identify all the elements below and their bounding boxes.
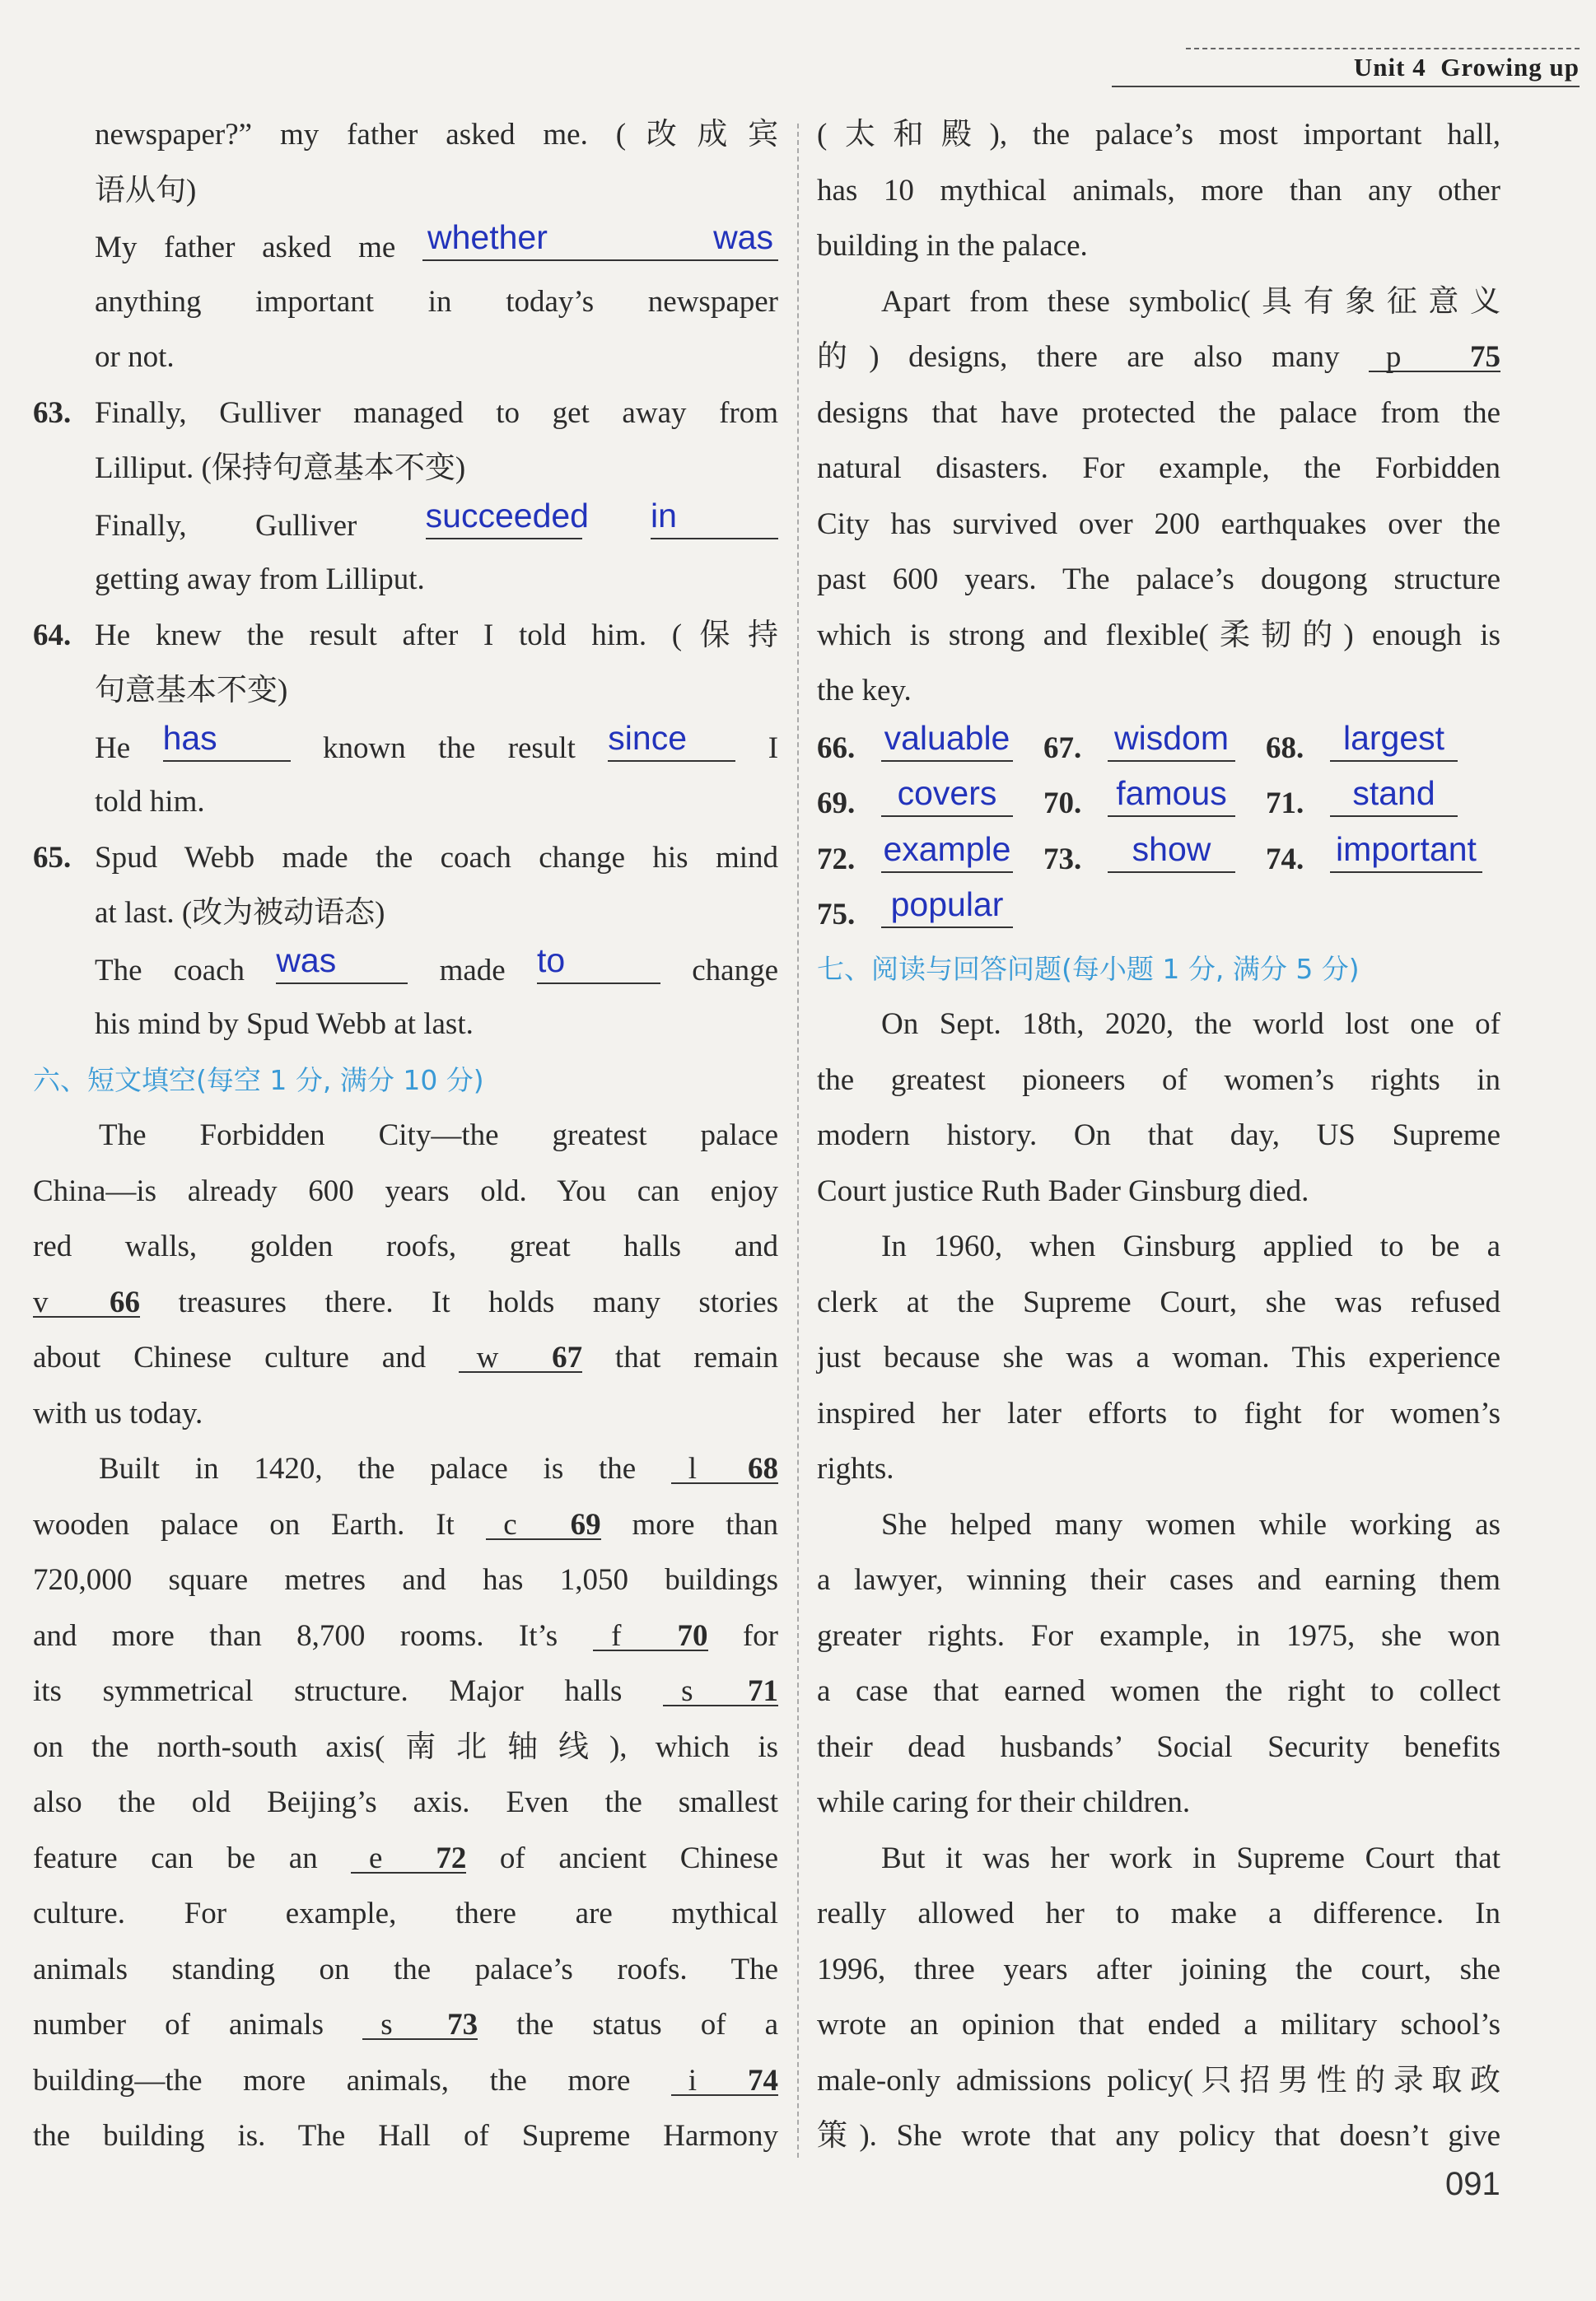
passage-line: the greatest pioneers of women’s rights in	[817, 1062, 1500, 1097]
q64-line4: told him.	[95, 785, 205, 819]
unit-title: Growing up	[1440, 53, 1580, 82]
blank-71-number: 71	[748, 1674, 779, 1708]
passage-line: also the old Beijing’s axis. Even the smallest	[33, 1785, 778, 1819]
passage-line: 1996, three years after joining the court, she	[817, 1952, 1500, 1986]
passage-line: City has survived over 200 earthquakes over the	[817, 506, 1500, 541]
passage-line: rights.	[817, 1452, 894, 1486]
blank-70-number: 70	[677, 1618, 708, 1653]
passage-line: 策). She wrote that any policy that doesn’t give	[817, 2119, 1500, 2153]
q63-line4: getting away from Lilliput.	[95, 562, 425, 596]
q64-line1	[33, 608, 778, 664]
running-header	[1113, 53, 1580, 87]
blank-67-number: 67	[552, 1341, 583, 1375]
blank-72	[351, 1831, 466, 1874]
header-dashed-line	[1186, 48, 1580, 49]
q64-number: 64.	[33, 618, 72, 652]
passage-text: the status of a	[516, 2008, 778, 2042]
passage-line: a lawyer, winning their cases and earning them	[817, 1563, 1500, 1597]
passage-line	[33, 1831, 778, 1887]
q62-prompt: My father asked me	[95, 231, 396, 264]
passage-line	[33, 1997, 778, 2053]
blank-75	[1369, 329, 1500, 372]
blank-71-letter: s	[681, 1674, 693, 1708]
answer-number: 72.	[817, 842, 856, 876]
answer-69: covers	[897, 774, 997, 812]
answer-number: 73.	[1043, 842, 1082, 876]
passage-text: feature can be an	[33, 1841, 318, 1875]
passage-line: on the north-south axis(南北轴线), which is	[33, 1729, 778, 1764]
blank-69-number: 69	[570, 1507, 601, 1542]
blank-72-number: 72	[436, 1841, 467, 1875]
q62-line5: or not.	[95, 340, 175, 374]
q64-answer-1: has	[162, 718, 217, 757]
q63-prompt: Finally, Gulliver	[95, 508, 357, 543]
q62-line1: newspaper?” my father asked me. (改成宾	[95, 118, 778, 152]
passage-line: She helped many women while working as	[881, 1507, 1500, 1542]
passage-line	[33, 1275, 778, 1331]
q63-number: 63.	[33, 395, 72, 430]
answer-row-1	[817, 719, 1500, 775]
passage-line: just because she was a woman. This experience	[817, 1341, 1500, 1375]
answer-66: valuable	[884, 718, 1010, 757]
q64-blank-2	[608, 719, 735, 762]
passage-text: for	[742, 1618, 778, 1653]
blank-75-letter: p	[1385, 340, 1402, 374]
passage-line: greater rights. For example, in 1975, she won	[817, 1618, 1500, 1653]
q63-blank-2	[651, 497, 778, 539]
unit-label: Unit 4	[1353, 53, 1426, 82]
passage-line	[817, 329, 1500, 385]
blank-68	[671, 1441, 778, 1484]
blank-74-number: 74	[748, 2063, 779, 2098]
answer-number: 75.	[817, 898, 856, 931]
q64-prompt: He	[95, 730, 131, 765]
answer-row-3	[817, 830, 1500, 886]
answer-number: 67.	[1043, 730, 1082, 765]
passage-text: 的) designs, there are also many	[817, 340, 1340, 374]
section6-title: 六、短文填空(每空 1 分, 满分 10 分)	[33, 1063, 484, 1096]
passage-text: of ancient Chinese	[499, 1841, 778, 1875]
answer-75: popular	[890, 885, 1004, 923]
blank-73	[362, 1997, 478, 2040]
q65-prompt: The coach	[95, 953, 245, 987]
q65-answer-1: was	[276, 940, 337, 979]
page-number: 091	[1445, 2166, 1500, 2202]
passage-line	[33, 1664, 778, 1720]
blank-74	[671, 2053, 778, 2096]
passage-line: with us today.	[33, 1396, 203, 1431]
passage-line: male-only admissions policy(只招男性的录取政	[817, 2063, 1500, 2098]
passage-line: The Forbidden City—the greatest palace	[99, 1118, 778, 1152]
passage-line: red walls, golden roofs, great halls and	[33, 1230, 778, 1263]
column-divider	[797, 124, 799, 2158]
q63-line1	[33, 385, 778, 441]
q65-answer-2: to	[536, 940, 566, 979]
answer-number: 66.	[817, 730, 856, 765]
blank-71	[663, 1664, 778, 1706]
passage-line: inspired her later efforts to fight for women’s	[817, 1396, 1500, 1431]
passage-text: more than	[632, 1507, 779, 1542]
passage-line	[33, 1441, 778, 1497]
answer-68: largest	[1342, 718, 1445, 757]
blank-68-number: 68	[748, 1452, 779, 1486]
q65-line4: his mind by Spud Webb at last.	[95, 1007, 474, 1041]
passage-text: that remain	[614, 1341, 778, 1375]
blank-73-number: 73	[447, 2008, 478, 2042]
q65-post: change	[692, 953, 779, 987]
passage-line: really allowed her to make a difference. In	[817, 1897, 1500, 1930]
blank-70	[593, 1608, 708, 1651]
q64-line3	[95, 719, 778, 775]
answer-67: wisdom	[1114, 718, 1229, 757]
passage-line: modern history. On that day, US Supreme	[817, 1118, 1500, 1152]
q63-line2: Lilliput. (保持句意基本不变)	[95, 451, 466, 485]
passage-line	[33, 2053, 778, 2109]
answer-73: show	[1132, 829, 1211, 868]
answer-number: 74.	[1266, 842, 1304, 876]
q64-answer-2: since	[608, 718, 688, 757]
answer-74: important	[1336, 829, 1477, 868]
answer-71: stand	[1352, 774, 1435, 812]
q65-blank-1	[276, 941, 408, 984]
passage-line: wrote an opinion that ended a military school’s	[817, 2008, 1500, 2042]
passage-line: the key.	[817, 674, 912, 707]
blank-70-letter: f	[611, 1618, 622, 1653]
passage-text: about Chinese culture and	[33, 1341, 427, 1375]
header-rule	[1112, 86, 1580, 87]
blank-69-letter: c	[503, 1507, 517, 1542]
blank-66-number: 66	[110, 1285, 140, 1319]
left-column	[33, 107, 779, 2164]
q64-line2: 句意基本不变)	[95, 674, 288, 707]
passage-text: its symmetrical structure. Major halls	[33, 1674, 623, 1708]
q62-line3	[95, 218, 778, 274]
q65-mid: made	[439, 953, 506, 987]
passage-line: animals standing on the palace’s roofs. The	[33, 1952, 778, 1986]
passage-line: clerk at the Supreme Court, she was refused	[817, 1285, 1500, 1319]
passage-text: number of animals	[33, 2008, 324, 2042]
answer-number: 70.	[1043, 786, 1082, 820]
passage-line: Court justice Ruth Bader Ginsburg died.	[817, 1174, 1309, 1208]
passage-line: past 600 years. The palace’s dougong structure	[817, 562, 1500, 596]
passage-line: In 1960, when Ginsburg applied to be a	[881, 1230, 1500, 1263]
answer-number: 69.	[817, 786, 856, 820]
q62-answer-blank	[422, 218, 778, 261]
passage-line: natural disasters. For example, the Forbidden	[817, 451, 1500, 485]
q63-line3	[95, 497, 778, 553]
answer-number: 71.	[1266, 786, 1304, 820]
blank-67	[459, 1330, 582, 1373]
q65-line3	[95, 941, 778, 997]
passage-text: treasures there. It holds many stories	[178, 1285, 778, 1319]
passage-text: building—the more animals, the more	[33, 2063, 631, 2098]
cloze-passage	[33, 1108, 778, 2164]
q65-line2: at last. (改为被动语态)	[95, 896, 385, 930]
passage-line: building in the palace.	[817, 229, 1088, 263]
passage-text: Built in 1420, the palace is the	[99, 1452, 637, 1486]
q65-text: Spud Webb made the coach change his mind	[95, 840, 778, 875]
answer-row-2	[817, 774, 1500, 830]
q62-answer-1: whether	[427, 218, 548, 256]
passage-line: has 10 mythical animals, more than any other	[817, 173, 1500, 208]
passage-line: culture. For example, there are mythical	[33, 1897, 778, 1930]
passage-line: On Sept. 18th, 2020, the world lost one of	[881, 1007, 1500, 1041]
blank-73-letter: s	[380, 2008, 393, 2042]
blank-69	[486, 1497, 601, 1540]
passage-line	[33, 1497, 778, 1553]
passage-line: Apart from these symbolic(具有象征意义	[881, 284, 1500, 319]
passage-line: But it was her work in Supreme Court that	[881, 1841, 1500, 1875]
passage-line	[33, 1608, 778, 1664]
passage-line: the building is. The Hall of Supreme Harmony	[33, 2119, 778, 2153]
q63-answer-1: succeeded	[425, 496, 589, 534]
q65-line1	[33, 830, 778, 886]
answer-row-4	[817, 885, 1500, 941]
passage-line: which is strong and flexible(柔韧的) enough is	[817, 618, 1500, 652]
answer-70: famous	[1116, 774, 1227, 812]
blank-66-letter: v	[33, 1285, 49, 1319]
passage-line: their dead husbands’ Social Security benefits	[817, 1729, 1500, 1764]
right-column	[817, 107, 1500, 2164]
passage-line: a case that earned women the right to collect	[817, 1674, 1500, 1708]
passage-text: wooden palace on Earth. It	[33, 1507, 455, 1542]
passage-line: (太和殿), the palace’s most important hall,	[817, 118, 1500, 152]
q62-answer-2: was	[713, 218, 773, 256]
blank-67-letter: w	[476, 1341, 499, 1375]
answer-72: example	[883, 829, 1011, 868]
q64-text: He knew the result after I told him. (保持	[95, 618, 778, 652]
passage-line: while caring for their children.	[817, 1785, 1191, 1819]
q64-mid: known the result	[322, 730, 576, 765]
q63-answer-2: in	[651, 496, 677, 534]
q64-blank-1	[163, 719, 291, 762]
blank-66	[33, 1275, 140, 1318]
q63-blank-1	[425, 496, 589, 539]
section7-title: 七、阅读与回答问题(每小题 1 分, 满分 5 分)	[817, 952, 1360, 985]
passage-line: 720,000 square metres and has 1,050 buildings	[33, 1563, 778, 1597]
passage-line: China—is already 600 years old. You can enjoy	[33, 1174, 778, 1208]
passage-line	[33, 1330, 778, 1386]
q65-number: 65.	[33, 840, 72, 875]
q64-post: I	[768, 730, 779, 765]
blank-74-letter: i	[688, 2063, 697, 2098]
blank-75-number: 75	[1470, 340, 1501, 374]
blank-68-letter: l	[688, 1452, 697, 1486]
q63-text: Finally, Gulliver managed to get away from	[95, 395, 778, 430]
answer-number: 68.	[1266, 730, 1304, 765]
q62-line4: anything important in today’s newspaper	[95, 284, 778, 319]
q65-blank-2	[537, 941, 660, 984]
blank-72-letter: e	[368, 1841, 383, 1875]
q62-line2: 语从句)	[95, 173, 197, 208]
passage-text: and more than 8,700 rooms. It’s	[33, 1618, 558, 1653]
passage-line: designs that have protected the palace from the	[817, 395, 1500, 430]
